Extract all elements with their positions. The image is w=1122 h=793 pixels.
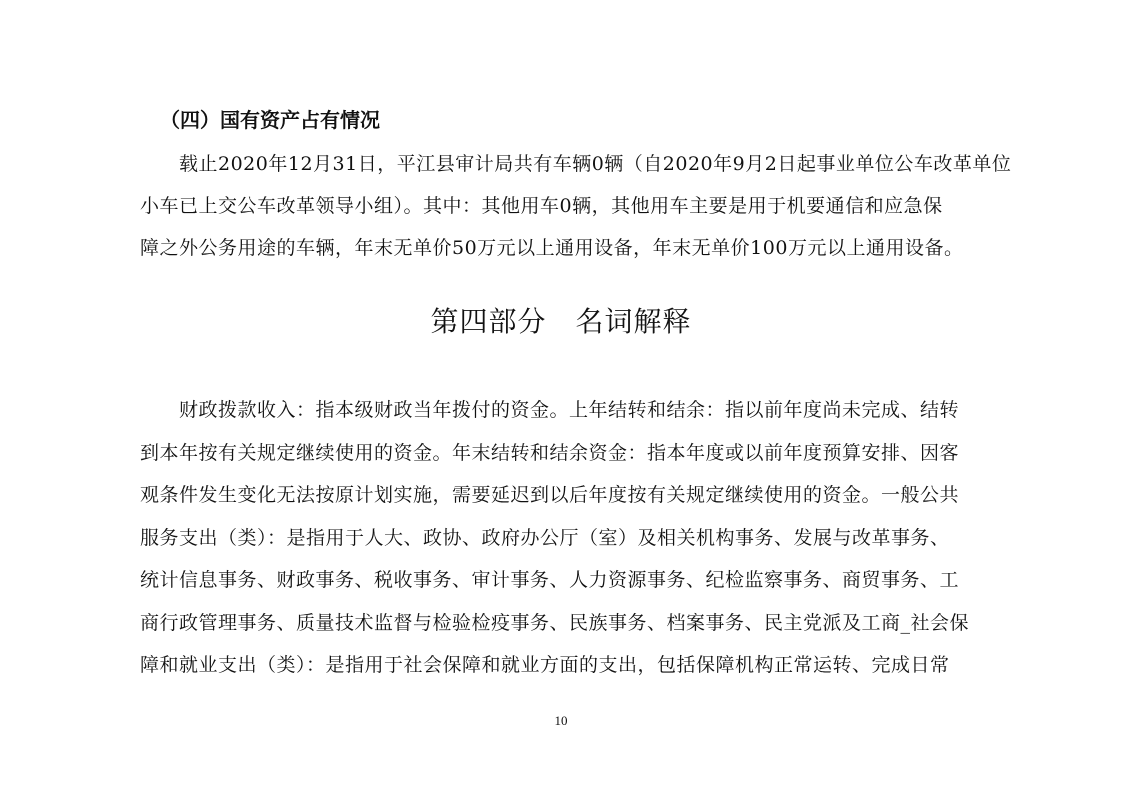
glossary-paragraph-line: 服务支出（类）：是指用于人大、政协、政府办公厅（室）及相关机构事务、发展与改革事务、	[140, 526, 950, 549]
glossary-paragraph-line: 统计信息事务、财政事务、税收事务、审计事务、人力资源事务、纪检监察事务、商贸事务、工	[140, 569, 960, 591]
asset-paragraph	[140, 143, 1011, 269]
glossary-paragraph-line: 财政拨款收入：指本级财政当年拨付的资金。上年结转和结余：指以前年度尚未完成、结转	[140, 399, 960, 421]
asset-paragraph-line: 载止2020年12月31日，平江县审计局共有车辆0辆（自2020年9月2日起事业单位公车改革单位	[140, 153, 1012, 175]
glossary-paragraph-line: 商行政管理事务、质量技术监督与检验检疫事务、民族事务、档案事务、民主党派及工商_社会保	[140, 611, 970, 634]
glossary-paragraph-line: 到本年按有关规定继续使用的资金。年末结转和结余资金：指本年度或以前年度预算安排、因客	[140, 441, 960, 464]
glossary-paragraph-line: 障和就业支出（类）：是指用于社会保障和就业方面的支出，包括保障机构正常运转、完成日常	[140, 654, 950, 676]
glossary-paragraph-line: 观条件发生变化无法按原计划实施，需要延迟到以后年度按有关规定继续使用的资金。一般公共	[140, 484, 960, 506]
page-number: 10	[554, 713, 568, 728]
asset-paragraph-line: 障之外公务用途的车辆，年末无单价50万元以上通用设备，年末无单价100万元以上通用设备。	[140, 237, 964, 259]
glossary-paragraph	[140, 389, 969, 687]
subsection-heading: （四）国有资产占有情况	[160, 108, 380, 132]
asset-paragraph-line: 小车已上交公车改革领导小组）。其中：其他用车0辆，其他用车主要是用于机要通信和应急保	[140, 195, 943, 217]
section-title: 第四部分 名词解释	[430, 305, 692, 338]
